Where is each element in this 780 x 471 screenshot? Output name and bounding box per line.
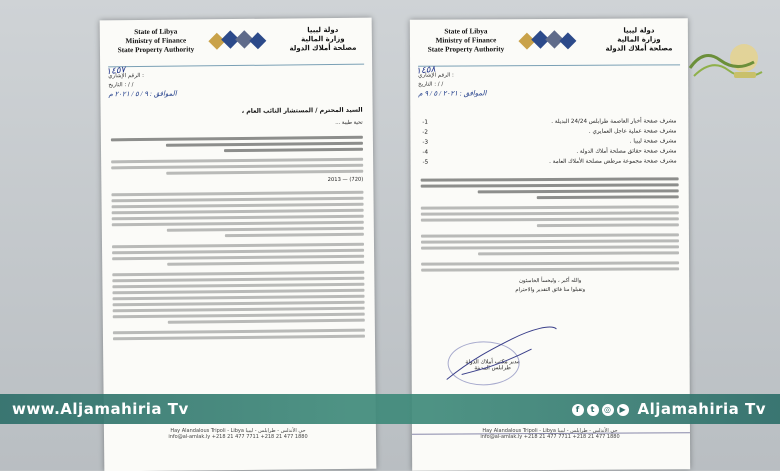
footer-address: Hay Alandalous Tripoli - Libya حي الأندلس - طرابلس - ليبيا (170, 428, 306, 434)
letterhead-en-line3: State Property Authority (117, 45, 195, 55)
letterhead-ar-line1: دولة ليبيا (307, 25, 339, 35)
letterhead-ar-line3: مصلحة أملاك الدولة (289, 43, 357, 53)
watermark-channel-name: Aljamahiria Tv (637, 400, 766, 418)
letterhead-ar-line2: وزارة المالية (617, 35, 661, 44)
registration-number: ١٤٥٧ (105, 64, 126, 77)
list-item: مشرف صفحة مجموعة مرطض مصلحة الأملاك العامة . -5 (422, 158, 677, 166)
footer-left (102, 428, 374, 440)
list-item: مشرف صفحة عملية عاجل العمايري . -2 (422, 128, 677, 136)
watermark-channel (572, 400, 766, 418)
authority-logo-icon (204, 25, 270, 60)
authority-logo-icon (514, 25, 580, 59)
greeting: تحية طيبة ... (335, 119, 363, 126)
salutation: السيد المحترم / المستشار النائب العام ، (241, 106, 363, 115)
letterhead-en-line2: Ministry of Finance (435, 36, 497, 45)
letterhead-en (420, 27, 512, 54)
instagram-icon: ◎ (602, 404, 614, 416)
date-value: الموافق : ٩ / ٥ / ٢٠٢١ م (108, 89, 177, 99)
footer-address: Hay Alandalous Tripoli - Libya حي الأندلس - طرابلس - ليبيا (482, 428, 618, 434)
letter-body-right (421, 174, 680, 295)
header-rule (108, 64, 364, 68)
header-rule (418, 64, 680, 66)
letterhead-ar (600, 26, 678, 53)
watermark-url: www.Aljamahiria Tv (12, 400, 189, 418)
document-meta (418, 71, 498, 98)
date-label: التاريخ : / / (418, 81, 444, 88)
ref-label: الرقم الإشاري : (418, 72, 454, 79)
letterhead-en-line1: State of Libya (134, 27, 178, 37)
decree-number: (720) (349, 176, 364, 183)
list-item: مشرف صفحة حقائق مصلحة أملاك الدولة . -4 (422, 148, 677, 156)
date-label: التاريخ : / / (108, 82, 134, 89)
closing-line-1: والله أكبر ، وليخسأ الخاسئون (519, 277, 582, 285)
letter-body-left: السيد المحترم / المستشار النائب العام ، تحية طيبة ... (720) — 2013 (111, 106, 365, 344)
document-meta (108, 72, 188, 100)
youtube-icon: ▶ (617, 404, 629, 416)
letterhead-ar-line3: مصلحة أملاك الدولة (605, 44, 673, 53)
letterhead-ar-line2: وزارة المالية (301, 34, 345, 44)
signature-title-2: طرابلس المدينة (474, 365, 511, 372)
date-value: الموافق : ٢٠٢١ / ٥ / ٩ م (418, 89, 487, 98)
letterhead-ar-line1: دولة ليبيا (623, 26, 655, 35)
letterhead-en (110, 27, 202, 55)
letterhead-en-line2: Ministry of Finance (125, 36, 187, 46)
letterhead-ar (284, 26, 362, 54)
footer-contact: info@al-amlak.ly +218 21 477 7711 +218 21 477 1880 (480, 434, 620, 440)
channel-logo-icon (684, 28, 766, 90)
footer-right (411, 428, 689, 440)
letterhead-en-line1: State of Libya (444, 27, 488, 36)
footer-contact: info@al-amlak.ly +218 21 477 7711 +218 21 477 1880 (168, 434, 308, 440)
letterhead-en-line3: State Property Authority (427, 45, 505, 54)
decree-year: 2013 (327, 176, 341, 184)
list-item: مشرف صفحة أخبار العاصمة طرابلس 24/24 البديلة . -1 (422, 118, 677, 126)
closing-line-2: وتقبلوا منا فائق التقدير والاحترام (515, 286, 586, 294)
signature-title-1: مدير مكتب أملاك الدولة (465, 359, 520, 366)
signature-scribble-icon (441, 319, 561, 390)
facebook-icon: f (572, 404, 584, 416)
recipient-list (422, 116, 676, 167)
registration-number: ١٤٥٨ (415, 63, 436, 76)
ref-label: الرقم الإشاري : (108, 72, 145, 80)
list-item: مشرف صفحة ليبيا . -3 (422, 138, 677, 146)
twitter-icon: t (587, 404, 599, 416)
